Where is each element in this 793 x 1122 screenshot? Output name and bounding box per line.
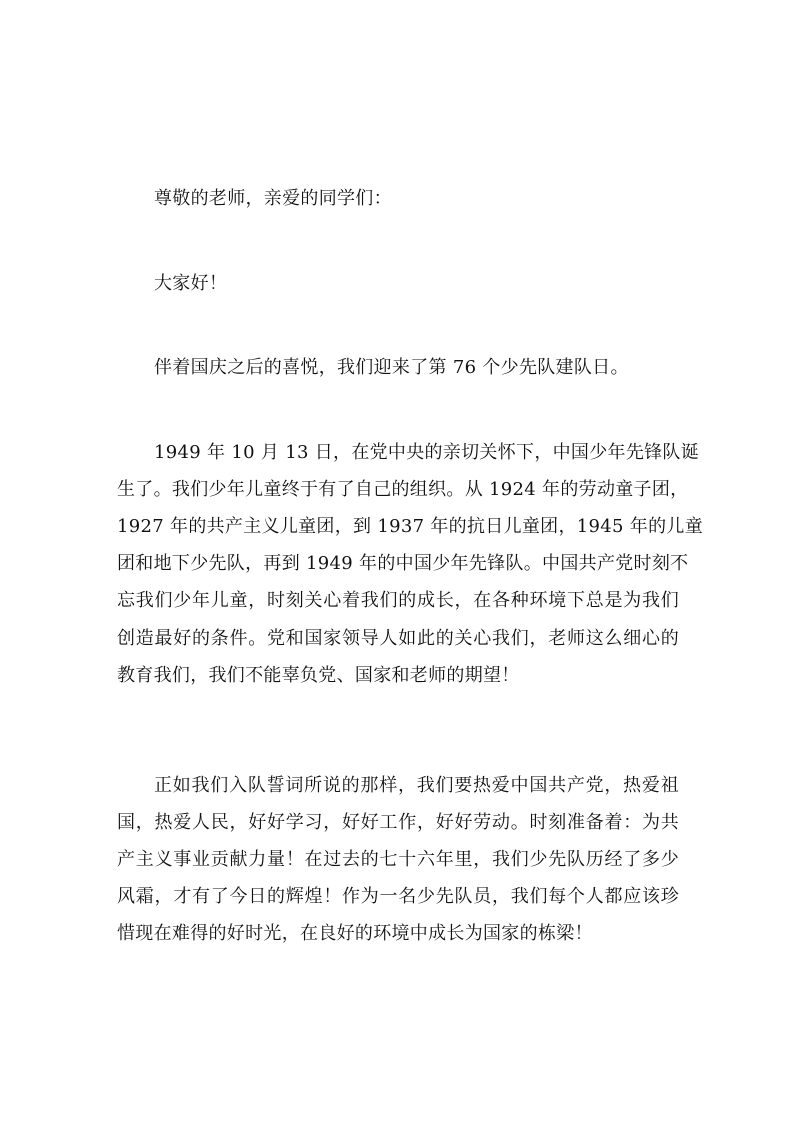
- paragraph-line: 1927 年的共产主义儿童团，到 1937 年的抗日儿童团，1945 年的儿童: [117, 516, 704, 537]
- paragraph-line: 风霜，才有了今日的辉煌！作为一名少先队员，我们每个人都应该珍: [117, 886, 679, 907]
- paragraph-line: 忘我们少年儿童，时刻关心着我们的成长，在各种环境下总是为我们: [117, 590, 679, 611]
- paragraph-line: 生了。我们少年儿童终于有了自己的组织。从 1924 年的劳动童子团，: [117, 479, 689, 500]
- paragraph-line: 国，热爱人民，好好学习，好好工作，好好劳动。时刻准备着：为共: [117, 812, 679, 833]
- paragraph-line: 产主义事业贡献力量！在过去的七十六年里，我们少先队历经了多少: [117, 849, 679, 870]
- paragraph-line: 教育我们，我们不能辜负党、国家和老师的期望！: [117, 665, 520, 686]
- hello-line: 大家好！: [154, 273, 228, 294]
- paragraph-line: 团和地下少先队，再到 1949 年的中国少年先锋队。中国共产党时刻不: [117, 553, 689, 574]
- greeting-line: 尊敬的老师，亲爱的同学们：: [154, 188, 392, 209]
- paragraph-line: 正如我们入队誓词所说的那样，我们要热爱中国共产党，热爱祖: [154, 775, 679, 796]
- paragraph-line: 1949 年 10 月 13 日，在党中央的亲切关怀下，中国少年先锋队诞: [154, 442, 700, 463]
- paragraph-line: 惜现在难得的好时光，在良好的环境中成长为国家的栋梁！: [117, 923, 593, 944]
- intro-line: 伴着国庆之后的喜悦，我们迎来了第 76 个少先队建队日。: [154, 357, 629, 378]
- paragraph-line: 创造最好的条件。党和国家领导人如此的关心我们，老师这么细心的: [117, 628, 679, 649]
